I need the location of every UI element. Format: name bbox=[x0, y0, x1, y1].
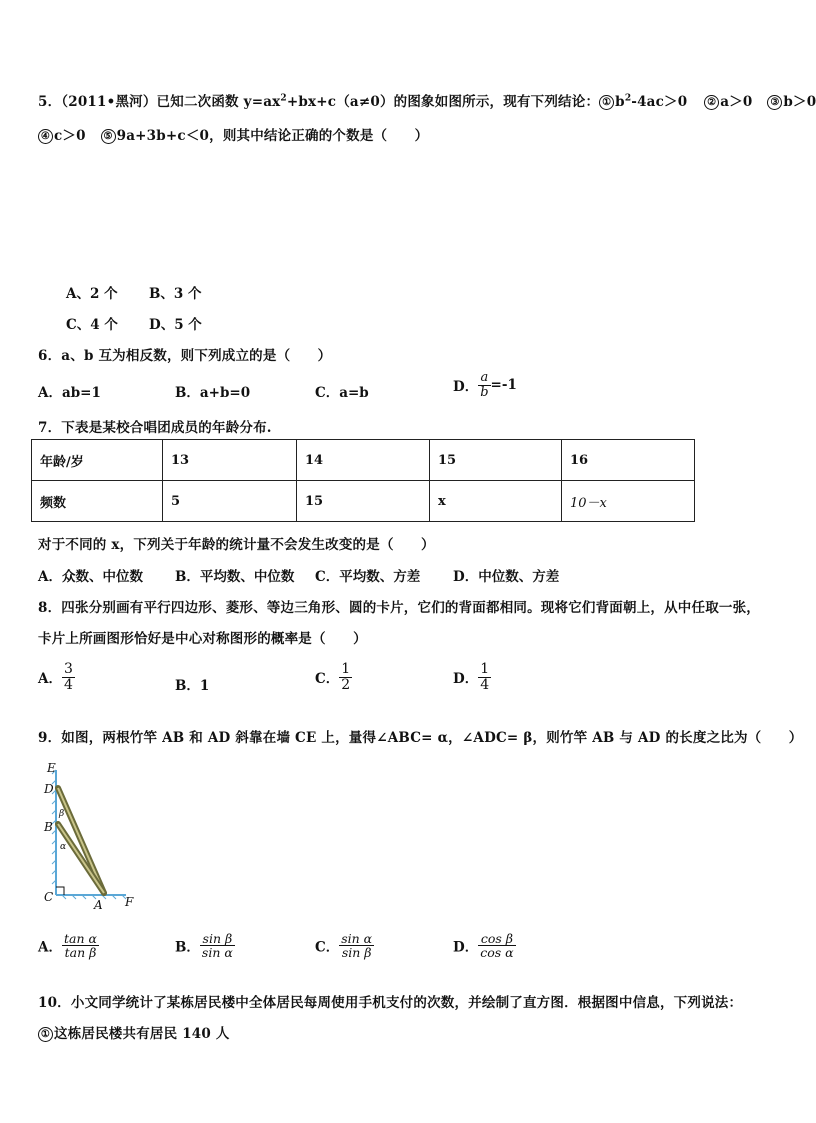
q5-conclusion-3: b＞0 bbox=[783, 94, 816, 110]
q5-marker-3: ③ bbox=[767, 95, 782, 110]
q9-option-a[interactable] bbox=[38, 932, 99, 959]
label-f: F bbox=[125, 895, 134, 909]
q9-option-c[interactable] bbox=[315, 932, 374, 959]
q6-frac-num: a bbox=[478, 371, 490, 386]
q9-option-b-fraction bbox=[200, 932, 235, 959]
q9-stem: 9．如图，两根竹竿 AB 和 AD 斜靠在墙 CE 上，量得∠ABC= α，∠ADC= β，则竹竿 AB 与 AD 的长度之比为（ ） bbox=[38, 730, 803, 746]
table-cell: 13 bbox=[163, 440, 297, 481]
q9-option-d[interactable] bbox=[453, 932, 516, 959]
q5-marker-2: ② bbox=[704, 95, 719, 110]
table-cell: 15 bbox=[430, 440, 562, 481]
q9-option-d-label: D． bbox=[453, 939, 479, 956]
q5-conclusion-4: c＞0 bbox=[54, 128, 86, 144]
q10-item-1 bbox=[38, 1022, 230, 1042]
q5-marker-5: ⑤ bbox=[101, 129, 116, 144]
q8-frac-num: 3 bbox=[63, 661, 73, 677]
label-beta: β bbox=[59, 809, 65, 819]
q6-option-d-rest: =-1 bbox=[490, 377, 517, 394]
q8-frac-num: 1 bbox=[480, 661, 490, 677]
table-row bbox=[32, 440, 695, 481]
table-row bbox=[32, 481, 695, 522]
table-cell: 16 bbox=[562, 440, 695, 481]
q9-option-a-fraction bbox=[62, 932, 99, 959]
q5-option-c[interactable]: C、4 个 bbox=[66, 317, 118, 333]
table-cell: 15 bbox=[297, 481, 430, 522]
label-e: E bbox=[47, 761, 56, 775]
q5-option-a[interactable]: A、2 个 bbox=[66, 286, 118, 302]
q8-frac-num: 1 bbox=[341, 661, 351, 677]
q9-option-c-label: C． bbox=[315, 939, 340, 956]
q9-frac-den: cos α bbox=[480, 945, 514, 961]
q9-frac-num: tan α bbox=[63, 931, 97, 946]
q9-frac-num: sin β bbox=[200, 932, 235, 946]
q5-stem-part-a: 5．（2011•黑河）已知二次函数 y=ax bbox=[38, 94, 281, 110]
q5-conclusion-1: b bbox=[615, 94, 625, 110]
table-cell: 5 bbox=[163, 481, 297, 522]
q5-option-b[interactable]: B、3 个 bbox=[149, 286, 202, 302]
q10-marker-1: ① bbox=[38, 1027, 53, 1042]
q9-frac-num: sin α bbox=[341, 931, 373, 946]
q9-option-c-fraction bbox=[339, 932, 374, 959]
q5-conclusion-1-sup: 2 bbox=[624, 93, 632, 104]
q8-stem-line1: 8．四张分别画有平行四边形、菱形、等边三角形、圆的卡片，它们的背面都相同。现将它们背面朝上，从中任取一张， bbox=[38, 600, 760, 616]
age-distribution-table bbox=[31, 439, 695, 522]
q6-frac-den: b bbox=[480, 384, 489, 400]
q7-stem: 7．下表是某校合唱团成员的年龄分布. bbox=[38, 420, 272, 436]
q7-option-d[interactable]: D．中位数、方差 bbox=[453, 569, 560, 585]
q10-item-1-text: 这栋居民楼共有居民 140 人 bbox=[54, 1026, 230, 1042]
q9-frac-den: sin α bbox=[201, 945, 233, 961]
q9-frac-den: sin β bbox=[341, 945, 372, 961]
q8-option-d-fraction bbox=[478, 662, 491, 692]
q5-option-d[interactable]: D、5 个 bbox=[149, 317, 202, 333]
q9-option-a-label: A． bbox=[38, 939, 62, 956]
label-c: C bbox=[44, 890, 54, 904]
label-a: A bbox=[94, 898, 103, 912]
q6-stem: 6．a、b 互为相反数，则下列成立的是（ ） bbox=[38, 348, 332, 364]
q5-stem-line2 bbox=[38, 124, 428, 144]
q8-option-a[interactable] bbox=[38, 662, 75, 692]
q5-stem-part-b: +bx+c（a≠0）的图象如图所示，现有下列结论： bbox=[286, 94, 600, 110]
q9-option-b[interactable] bbox=[175, 932, 235, 959]
q9-option-d-fraction bbox=[478, 932, 515, 959]
q5-stem bbox=[38, 90, 816, 110]
q10-stem: 10．小文同学统计了某栋居民楼中全体居民每周使用手机支付的次数，并绘制了直方图．根据图中信息，下列说法： bbox=[38, 995, 743, 1011]
q6-option-d[interactable] bbox=[453, 371, 517, 399]
table-cell: 14 bbox=[297, 440, 430, 481]
q5-conclusion-2: a＞0 bbox=[720, 94, 753, 110]
q5-conclusion-5: 9a+3b+c＜0，则其中结论正确的个数是（ ） bbox=[116, 128, 429, 144]
q8-option-d-label: D． bbox=[453, 671, 479, 688]
q8-option-c[interactable] bbox=[315, 662, 352, 692]
q8-option-a-label: A． bbox=[38, 671, 62, 688]
q8-frac-den: 2 bbox=[341, 676, 351, 693]
q7-option-c[interactable]: C．平均数、方差 bbox=[315, 569, 421, 585]
q7-option-b[interactable]: B．平均数、中位数 bbox=[175, 569, 295, 585]
q8-frac-den: 4 bbox=[63, 676, 73, 693]
table-cell: 年龄/岁 bbox=[32, 440, 163, 481]
q6-option-a[interactable]: A．ab=1 bbox=[38, 385, 101, 401]
q9-frac-num: cos β bbox=[478, 932, 515, 946]
table-cell: x bbox=[430, 481, 562, 522]
label-d: D bbox=[44, 782, 54, 796]
q8-option-a-fraction bbox=[62, 662, 75, 692]
q6-option-c[interactable]: C．a=b bbox=[315, 385, 369, 401]
q8-option-d[interactable] bbox=[453, 662, 491, 692]
q5-conclusion-1-rest: -4ac＞0 bbox=[631, 94, 688, 110]
q9-frac-den: tan β bbox=[64, 945, 97, 961]
label-alpha: α bbox=[60, 842, 67, 852]
q5-marker-1: ① bbox=[599, 95, 614, 110]
q8-option-c-fraction bbox=[339, 662, 352, 692]
q5-marker-4: ④ bbox=[38, 129, 53, 144]
right-angle-mark bbox=[56, 887, 64, 895]
q6-option-b[interactable]: B．a+b=0 bbox=[175, 385, 251, 401]
ground-hatch bbox=[56, 895, 126, 899]
label-b: B bbox=[44, 820, 53, 834]
q8-frac-den: 4 bbox=[480, 676, 490, 693]
q9-option-b-label: B． bbox=[175, 939, 200, 956]
table-cell: 频数 bbox=[32, 481, 163, 522]
q6-option-d-label: D． bbox=[453, 379, 479, 396]
q7-option-a[interactable]: A．众数、中位数 bbox=[38, 569, 143, 585]
q8-option-b[interactable]: B．1 bbox=[175, 678, 210, 694]
bamboo-wall-figure bbox=[36, 760, 146, 912]
table-cell: 10－x bbox=[562, 481, 695, 522]
q6-option-d-fraction bbox=[478, 371, 490, 399]
q8-stem-line2: 卡片上所画图形恰好是中心对称图形的概率是（ ） bbox=[38, 631, 367, 647]
q7-question: 对于不同的 x，下列关于年龄的统计量不会发生改变的是（ ） bbox=[38, 537, 435, 553]
q5-sup: 2 bbox=[280, 93, 287, 104]
q8-option-c-label: C． bbox=[315, 671, 340, 688]
